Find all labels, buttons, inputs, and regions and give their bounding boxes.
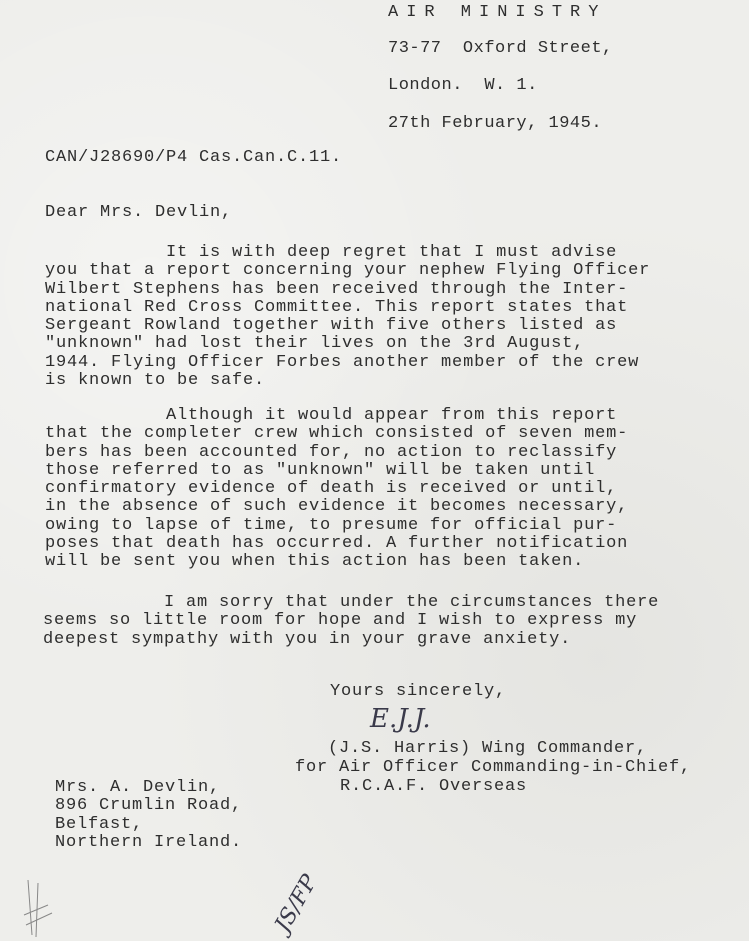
body-line: I am sorry that under the circumstances there bbox=[43, 593, 660, 612]
letterhead bbox=[388, 4, 613, 133]
paragraph-2 bbox=[45, 407, 628, 572]
body-line: that the completer crew which consisted of seven mem- bbox=[45, 424, 629, 444]
closing: Yours sincerely, bbox=[330, 682, 507, 701]
body-line: It is with deep regret that I must advise bbox=[45, 243, 618, 262]
letterhead-city: London. W. 1. bbox=[388, 75, 538, 95]
body-line: poses that death has occurred. A further notification bbox=[45, 534, 629, 554]
body-line: seems so little room for hope and I wish to express my bbox=[43, 611, 638, 631]
signatory-title: for Air Officer Commanding-in-Chief, bbox=[295, 758, 692, 777]
body-line: 1944. Flying Officer Forbes another member of the crew bbox=[45, 352, 640, 372]
pencil-mark bbox=[18, 875, 58, 941]
letter-date: 27th February, 1945. bbox=[388, 113, 603, 133]
letterhead-org: AIR MINISTRY bbox=[388, 3, 607, 22]
address-line: 896 Crumlin Road, bbox=[55, 796, 243, 816]
body-line: Wilbert Stephens has been received through the Inter- bbox=[45, 279, 629, 299]
body-line: is known to be safe. bbox=[45, 371, 266, 391]
body-line: those referred to as "unknown" will be taken until bbox=[45, 460, 596, 480]
body-line: you that a report concerning your nephew Flying Officer bbox=[45, 261, 651, 281]
body-line: deepest sympathy with you in your grave anxiety. bbox=[43, 629, 572, 649]
signatory-unit: R.C.A.F. Overseas bbox=[340, 777, 528, 796]
salutation: Dear Mrs. Devlin, bbox=[45, 203, 233, 222]
body-line: will be sent you when this action has been taken. bbox=[45, 552, 585, 572]
body-line: "unknown" had lost their lives on the 3rd August, bbox=[45, 334, 585, 354]
body-line: bers has been accounted for, no action to reclassify bbox=[45, 442, 618, 462]
address-line: Northern Ireland. bbox=[55, 832, 243, 852]
handwritten-note: JS/FP bbox=[270, 870, 323, 937]
address-line: Belfast, bbox=[55, 814, 144, 834]
reference-number: CAN/J28690/P4 Cas.Can.C.11. bbox=[45, 148, 343, 167]
paragraph-3 bbox=[43, 594, 659, 649]
recipient-address bbox=[55, 779, 242, 852]
signatory-name: (J.S. Harris) Wing Commander, bbox=[328, 739, 648, 758]
body-line: Sergeant Rowland together with five others listed as bbox=[45, 316, 618, 336]
address-line: Mrs. A. Devlin, bbox=[55, 778, 221, 797]
paragraph-1 bbox=[45, 244, 650, 390]
signature: E.J.J. bbox=[370, 704, 431, 734]
body-line: national Red Cross Committee. This report states that bbox=[45, 297, 629, 317]
body-line: confirmatory evidence of death is received or until, bbox=[45, 479, 618, 499]
letterhead-street: 73-77 Oxford Street, bbox=[388, 39, 613, 59]
body-line: owing to lapse of time, to presume for official pur- bbox=[45, 515, 618, 535]
body-line: in the absence of such evidence it becomes necessary, bbox=[45, 497, 629, 517]
body-line: Although it would appear from this report bbox=[45, 406, 618, 425]
